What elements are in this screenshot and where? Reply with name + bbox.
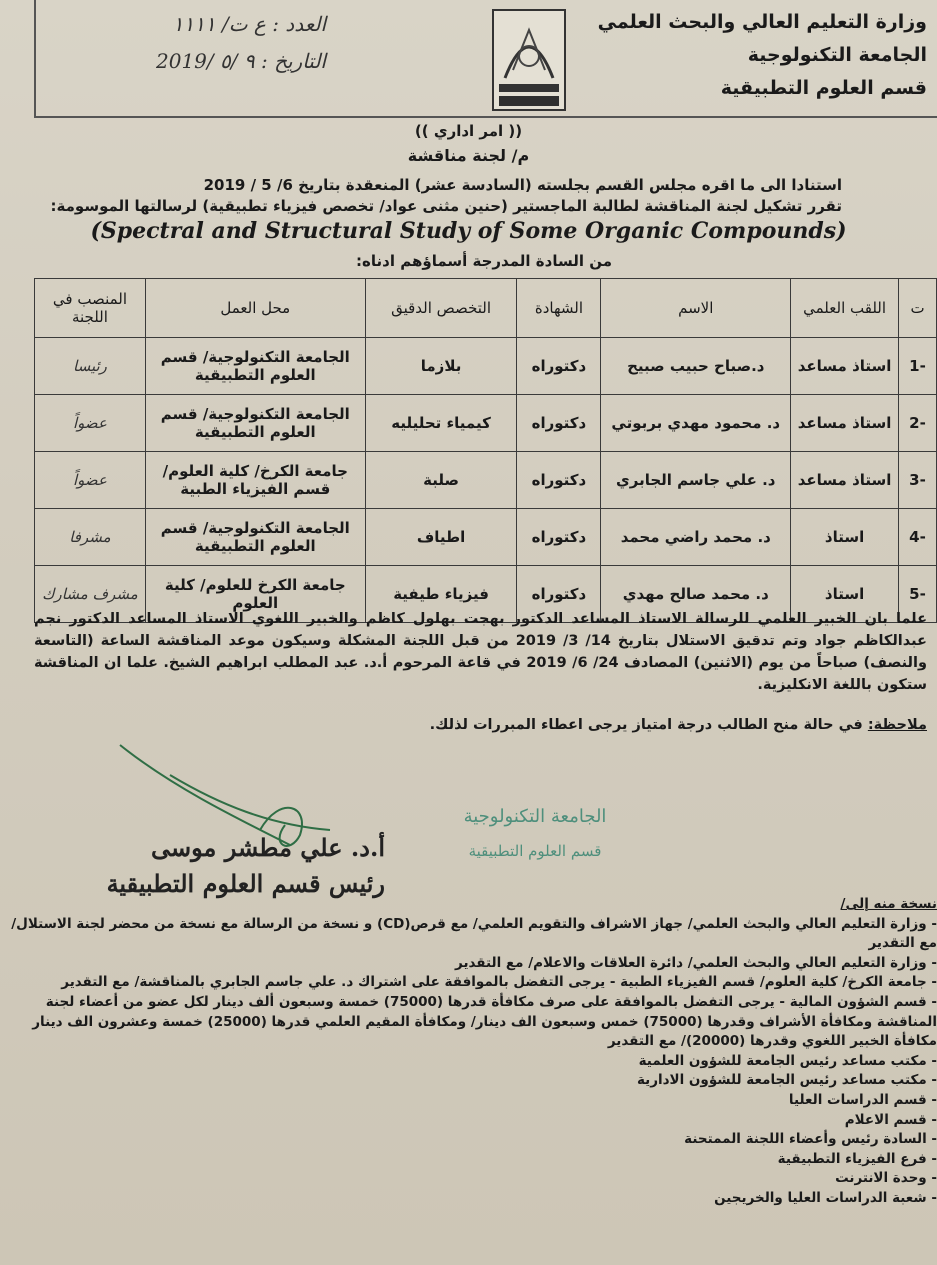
institution-block bbox=[598, 6, 927, 105]
list-item: - مكتب مساعد رئيس الجامعة للشؤون الادارية bbox=[636, 1072, 937, 1089]
workplace: جامعة الكرخ/ كلية العلوم/ قسم الفيزياء الطبية bbox=[145, 452, 365, 509]
committee-role: مشرفا bbox=[35, 509, 146, 566]
column-header: الاسم bbox=[601, 279, 791, 338]
list-item: - قسم الدراسات العليا bbox=[788, 1091, 937, 1108]
order-type: (( امر اداري )) bbox=[414, 122, 523, 140]
remark-text: في حالة منح الطالب درجة امتياز يرجى اعطاء المبررات لذلك. bbox=[429, 717, 868, 733]
table-row bbox=[35, 509, 937, 566]
academic-title: استاذ bbox=[791, 509, 899, 566]
committee-role: عضواً bbox=[35, 452, 146, 509]
list-item: - قسم الشؤون المالية - يرجى التفضل بالموافقة على صرف مكافأة قدرها (75000) خمسة وسبعون ألف دينار لكل عضو من أعضاء لجنة bbox=[45, 993, 937, 1010]
column-header: ت bbox=[899, 279, 937, 338]
table-header-row bbox=[35, 279, 937, 338]
university-name: الجامعة التكنولوجية bbox=[747, 44, 927, 66]
workplace: الجامعة التكنولوجية/ قسم العلوم التطبيقية bbox=[145, 338, 365, 395]
intro-line-2: تقرر تشكيل لجنة المناقشة لطالبة الماجستير (حنين مثنى عواد/ تخصص فيزياء تطبيقية) لرسالتها الموسومة: bbox=[50, 197, 842, 215]
committee-table bbox=[34, 278, 937, 623]
list-item: - السادة رئيس وأعضاء اللجنة الممتحنة bbox=[684, 1131, 937, 1148]
signatory-name: أ.د. علي مطشر موسى bbox=[151, 833, 385, 862]
list-item: مع التقدير bbox=[868, 935, 937, 952]
specialization: بلازما bbox=[365, 338, 517, 395]
list-item: - مكتب مساعد رئيس الجامعة للشؤون العلمية bbox=[638, 1052, 937, 1069]
table-row bbox=[35, 452, 937, 509]
committee-role: عضواً bbox=[35, 395, 146, 452]
department-name: قسم العلوم التطبيقية bbox=[720, 77, 927, 99]
degree: دكتوراه bbox=[517, 395, 601, 452]
remark-label: ملاحظة: bbox=[867, 717, 927, 733]
degree: دكتوراه bbox=[517, 452, 601, 509]
column-header: المنصب في اللجنة bbox=[35, 279, 146, 338]
list-item: - وحدة الانترنت bbox=[835, 1170, 937, 1187]
list-item: مكافأة الخبير اللغوي وقدرها (20000)/ مع التقدير bbox=[607, 1033, 937, 1050]
subject-line: م/ لجنة مناقشة bbox=[407, 146, 530, 165]
academic-title: استاذ bbox=[791, 566, 899, 623]
degree: دكتوراه bbox=[517, 509, 601, 566]
row-number: -4 bbox=[899, 509, 937, 566]
degree: دكتوراه bbox=[517, 338, 601, 395]
member-name: د. محمود مهدي بربوتي bbox=[601, 395, 791, 452]
table-row bbox=[35, 395, 937, 452]
degree: دكتوراه bbox=[517, 566, 601, 623]
committee-role: رئيسا bbox=[35, 338, 146, 395]
specialization: فيزياء طيفية bbox=[365, 566, 517, 623]
workplace: الجامعة التكنولوجية/ قسم العلوم التطبيقية bbox=[145, 509, 365, 566]
list-item: - جامعة الكرخ/ كلية العلوم/ قسم الفيزياء الطبية - يرجى التفضل بالموافقة على اشتراك د. علي جاسم الجابري بالمناقشة/ مع التقدير bbox=[61, 974, 937, 991]
department-stamp bbox=[425, 800, 645, 868]
remark-line bbox=[34, 714, 927, 736]
member-name: د.صباح حبيب صبيح bbox=[601, 338, 791, 395]
list-item: - وزارة التعليم العالي والبحث العلمي/ جهاز الاشراف والتقويم العلمي/ مع قرص(CD) و نسخة من الرسالة مع نسخة من محضر لجنة الاستلال/ bbox=[11, 915, 937, 932]
list-item: - وزارة التعليم العالي والبحث العلمي/ دائرة العلاقات والاعلام/ مع التقدير bbox=[455, 954, 937, 971]
workplace: جامعة الكرخ للعلوم/ كلية العلوم bbox=[145, 566, 365, 623]
intro-line-3: من السادة المدرجة أسماؤهم ادناه: bbox=[356, 252, 612, 270]
member-name: د. محمد صالح مهدي bbox=[601, 566, 791, 623]
row-number: -2 bbox=[899, 395, 937, 452]
ministry-name: وزارة التعليم العالي والبحث العلمي bbox=[597, 11, 927, 33]
column-header: الشهادة bbox=[517, 279, 601, 338]
member-name: د. محمد راضي محمد bbox=[601, 509, 791, 566]
workplace: الجامعة التكنولوجية/ قسم العلوم التطبيقية bbox=[145, 395, 365, 452]
row-number: -1 bbox=[899, 338, 937, 395]
stamp-line-university: الجامعة التكنولوجية bbox=[463, 806, 607, 827]
column-header: التخصص الدقيق bbox=[365, 279, 517, 338]
intro-line-1: استنادا الى ما اقره مجلس القسم بجلسته (السادسة عشر) المنعقدة بتاريخ 6/ 5 / 2019 bbox=[203, 176, 842, 194]
committee-role: مشرف مشارك bbox=[35, 566, 146, 623]
copies-heading: نسخة منه إلى/ bbox=[840, 896, 937, 912]
list-item: المناقشة ومكافأة الأشراف وقدرها (75000) خمس وسبعون الف دينار/ ومكافأة المقيم العلمي قدرها (25000) خمسة وعشرون الف دينار bbox=[32, 1013, 937, 1030]
copies-list bbox=[0, 895, 937, 1209]
signatory-title: رئيس قسم العلوم التطبيقية bbox=[106, 869, 385, 898]
signature-block bbox=[95, 830, 385, 902]
row-number: -3 bbox=[899, 452, 937, 509]
notes-paragraph: علما بان الخبير العلمي للرسالة الاستاذ المساعد الدكتور بهجت بهلول كاظم والخبير اللغوي الاستاذ المساعد الدكتور نجم عبدالكاظم جواد وتم تدقيق الاستلال بتاريخ 14/ 3/ 2019 من قبل اللجنة المشكلة وسيكون موعد المناقشة الساعة (التاسعة والنصف) صباحاً من يوم (الاثنين) المصادف 24/ 6/ 2019 في قاعة المرحوم أ.د. عبد المطلب ابراهيم الشيخ. علما ان المناقشة ستكون باللغة الانكليزية. bbox=[34, 611, 927, 693]
specialization: كيمياء تحليليه bbox=[365, 395, 517, 452]
column-header: محل العمل bbox=[145, 279, 365, 338]
university-logo bbox=[491, 8, 567, 112]
list-item: - شعبة الدراسات العليا والخريجين bbox=[714, 1189, 937, 1206]
stamp-line-department: قسم العلوم التطبيقية bbox=[468, 842, 602, 860]
reference-number: العدد : ع ت/ ١١١١ bbox=[172, 12, 326, 36]
reference-date: التاريخ : ٩ /٥ /2019 bbox=[156, 49, 326, 73]
academic-title: استاذ مساعد bbox=[791, 452, 899, 509]
academic-title: استاذ مساعد bbox=[791, 338, 899, 395]
specialization: اطياف bbox=[365, 509, 517, 566]
academic-title: استاذ مساعد bbox=[791, 395, 899, 452]
row-number: -5 bbox=[899, 566, 937, 623]
specialization: صلبة bbox=[365, 452, 517, 509]
list-item: - فرع الفيزياء التطبيقية bbox=[777, 1150, 937, 1167]
thesis-title: (Spectral and Structural Study of Some Organic Compounds) bbox=[90, 218, 847, 244]
letterhead bbox=[34, 0, 937, 118]
table-row bbox=[35, 338, 937, 395]
list-item: - قسم الاعلام bbox=[844, 1111, 937, 1128]
reference-block bbox=[96, 6, 326, 80]
column-header: اللقب العلمي bbox=[791, 279, 899, 338]
member-name: د. علي جاسم الجابري bbox=[601, 452, 791, 509]
